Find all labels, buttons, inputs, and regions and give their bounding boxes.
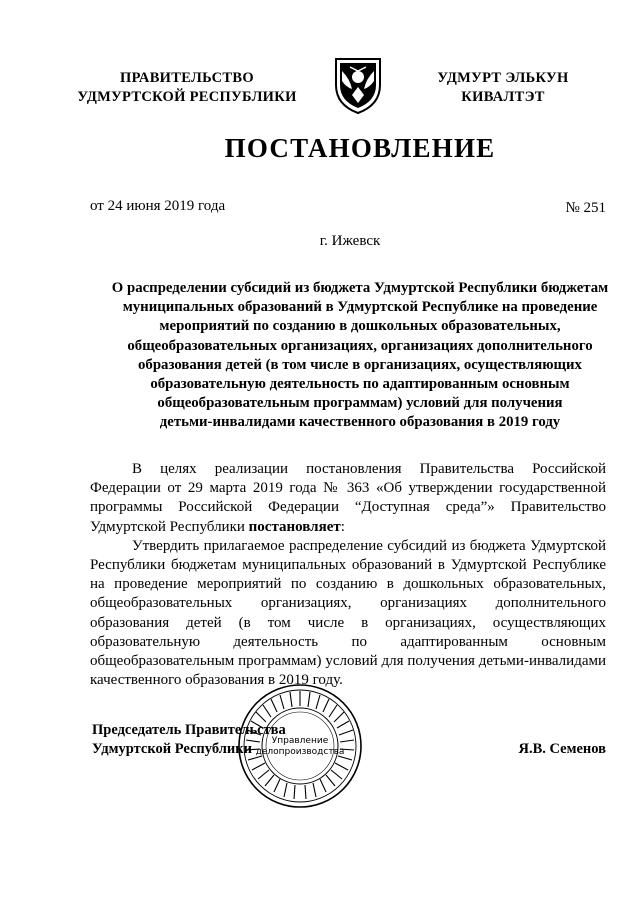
udmurtia-emblem-icon (332, 55, 384, 115)
signature-position-line-1: Председатель Правительства (92, 722, 286, 738)
subject-line: муниципальных образований в Удмуртской Республике на проведение (122, 299, 598, 316)
resolves-keyword: постановляет (248, 518, 341, 535)
body-paragraph-2: Утвердить прилагаемое распределение субсидий из бюджета Удмуртской Республики бюджетам муниципальных образований в Удмуртской Республике на проведение мероприятий по созданию в дошкольных образовательных, общеобразовательных организациях, организациях дополнительного образования детей (в том числе в организациях, осуществляющих образовательную деятельность по адаптированным основным общеобразовательным программам) условий для получения детьми-инвалидами качественного образования в 2019 году. (90, 537, 606, 689)
subject-line: детьми-инвалидами качественного образования в 2019 году (159, 414, 561, 431)
subject-line: общеобразовательных организациях, организациях дополнительного (127, 337, 593, 354)
subject-line: О распределении субсидий из бюджета Удмуртской Республики бюджетам (111, 280, 609, 296)
document-subject (80, 279, 640, 433)
document-city: г. Ижевск (319, 233, 381, 249)
left-org-name (72, 69, 302, 107)
subject-line: мероприятий по созданию в дошкольных образовательных, (159, 318, 561, 335)
subject-line: общеобразовательным программам) условий для получения (157, 395, 563, 412)
body-paragraph-1 (90, 460, 606, 537)
document-body (90, 460, 606, 690)
signatory-name: Я.В. Семенов (518, 741, 606, 757)
right-org-line-2: КИВАЛТЭТ (461, 89, 545, 105)
subject-line: образования детей (в том числе в организациях, осуществляющих (138, 356, 582, 373)
right-org-line-1: УДМУРТ ЭЛЬКУН (437, 70, 569, 86)
right-org-name (408, 69, 598, 107)
document-number: № 251 (565, 200, 606, 216)
subject-line: образовательную деятельность по адаптированным основным (150, 376, 570, 393)
signature-position (92, 721, 286, 759)
seal-inner-line-1: Управление (271, 736, 329, 746)
signature-position-line-2: Удмуртской Республики (92, 741, 252, 757)
left-org-line-2: УДМУРТСКОЙ РЕСПУБЛИКИ (77, 89, 297, 105)
left-org-line-1: ПРАВИТЕЛЬСТВО (120, 70, 254, 86)
document-type-title: ПОСТАНОВЛЕНИЕ (224, 133, 496, 163)
seal-inner-line-2: делопроизводства (255, 747, 345, 757)
body-paragraph-1-end: : (340, 518, 345, 535)
document-date: от 24 июня 2019 года (90, 198, 226, 214)
body-paragraph-1-text: В целях реализации постановления Правительства Российской Федерации от 29 марта 2019 года № 363 «Об утверждении государственной программы Российской Федерации “Доступная среда”» Правительство Удмуртской Республики (90, 461, 606, 535)
